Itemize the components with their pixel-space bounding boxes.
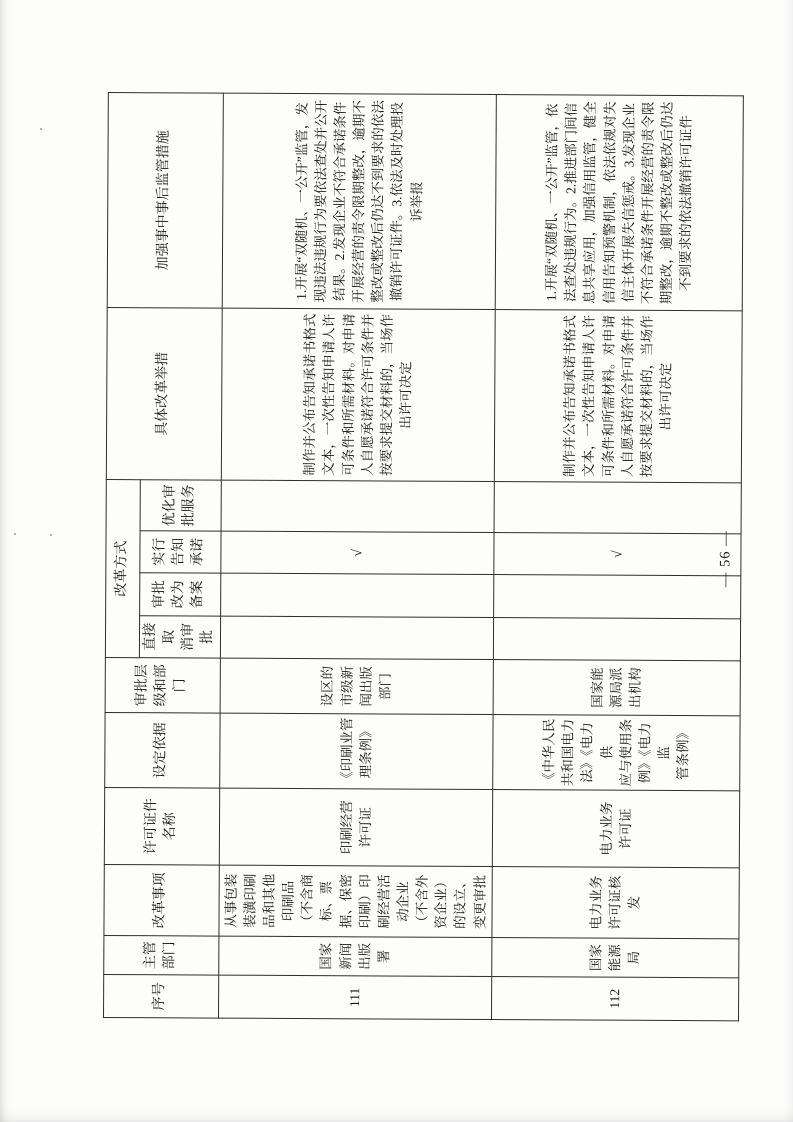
cell-reform-item: 电力业务 许可证核 发: [492, 867, 739, 939]
cell-legal-basis: 《印刷业管 理条例》: [219, 713, 493, 789]
header-supervision: 加强事中事后监管措施: [107, 93, 223, 309]
header-mode-optimize: 优化审 批服务: [140, 480, 221, 531]
cell-mode-direct-cancel-empty: [220, 616, 493, 659]
header-serial: 序号: [104, 975, 219, 1019]
cell-mode-to-record-empty: [220, 573, 493, 617]
scan-speck: [14, 533, 16, 535]
cell-mode-direct-cancel-empty: [493, 618, 740, 661]
cell-regulator: 国家 能源 局: [491, 938, 738, 978]
header-mode-direct-cancel: 直接取 消审批: [139, 616, 220, 658]
header-approval-level: 审批层 级和部 门: [105, 658, 220, 714]
cell-regulator: 国家 新闻 出版 署: [218, 936, 491, 976]
cell-mode-optimize-empty: [494, 482, 741, 534]
table-row-111: [218, 93, 496, 1019]
cell-mode-optimize-empty: [221, 480, 494, 532]
cell-mode-told-commit-checkmark: √: [494, 533, 741, 576]
cell-supervision: 1.开展“双随机、一公开”监管，依法查处违规行为。2.推进部门间信息共享应用，加强信用监管，健全信用告知预警机制，依法依规对失信主体开展失信惩戒。3.发现企业不符合承诺条件开展经营的责令限期整改，逾期不整改或整改后仍达不到要求的依法撤销许可证件: [495, 95, 743, 311]
cell-measures: 制作并公布告知承诺书格式文本，一次性告知申请人许可条件和所需材料。对申请人自愿承诺符合许可条件并按要求提交材料的，当场作出许可决定: [221, 308, 495, 481]
reform-items-table: [103, 92, 744, 1021]
rotated-table-container: [103, 93, 748, 1021]
cell-license-name: 印刷经营 许可证: [219, 788, 493, 866]
header-regulator: 主管 部门: [104, 936, 219, 976]
cell-legal-basis: 《中华人民 共和国电力 法》《电力供 应与使用条 例》《电力监 管条例》: [492, 715, 739, 791]
cell-mode-told-commit-checkmark: √: [220, 531, 493, 574]
scan-speck: [40, 128, 42, 130]
cell-serial: 111: [218, 975, 491, 1019]
header-measures: 具体改革举措: [106, 308, 221, 481]
cell-approval-level: 国家能 源局派 出机构: [493, 660, 740, 716]
header-mode-to-record: 审批 改为 备案: [140, 573, 221, 616]
header-reform-item: 改革事项: [104, 865, 219, 937]
cell-license-name: 电力业务 许可证: [492, 790, 739, 868]
table-row-112: [491, 95, 743, 1021]
header-reform-mode: 改革方式: [105, 480, 140, 658]
cell-measures: 制作并公布告知承诺书格式文本，一次性告知申请人许可条件和所需材料。对申请人自愿承诺符合许可条件并按要求提交材料的，当场作出许可决定: [494, 310, 742, 483]
header-license-name: 许可证件 名称: [104, 788, 219, 866]
cell-serial: 112: [491, 977, 738, 1021]
cell-reform-item: 从事包装装潢印刷品和其他印刷品（不含商标、票据、保密印刷）印刷经营活动企业（不含外资企业）的设立、变更审批: [218, 865, 492, 937]
header-legal-basis: 设定依据: [105, 713, 220, 789]
scan-speck: [50, 534, 52, 536]
cell-approval-level: 设区的 市级新 闻出版 部门: [220, 658, 493, 714]
header-mode-told-commit: 实行 告知 承诺: [140, 531, 221, 573]
page-number: — 56 —: [717, 530, 734, 588]
cell-mode-to-record-empty: [493, 575, 740, 619]
cell-supervision: 1.开展“双随机、一公开”监管，发现违法违规行为要依法查处并公开结果。2.发现企业不符合承诺条件开展经营的责令限期整改，逾期不整改或整改后仍达不到要求的依法撤销许可证件。3.依法及时处理投诉举报: [222, 93, 496, 309]
